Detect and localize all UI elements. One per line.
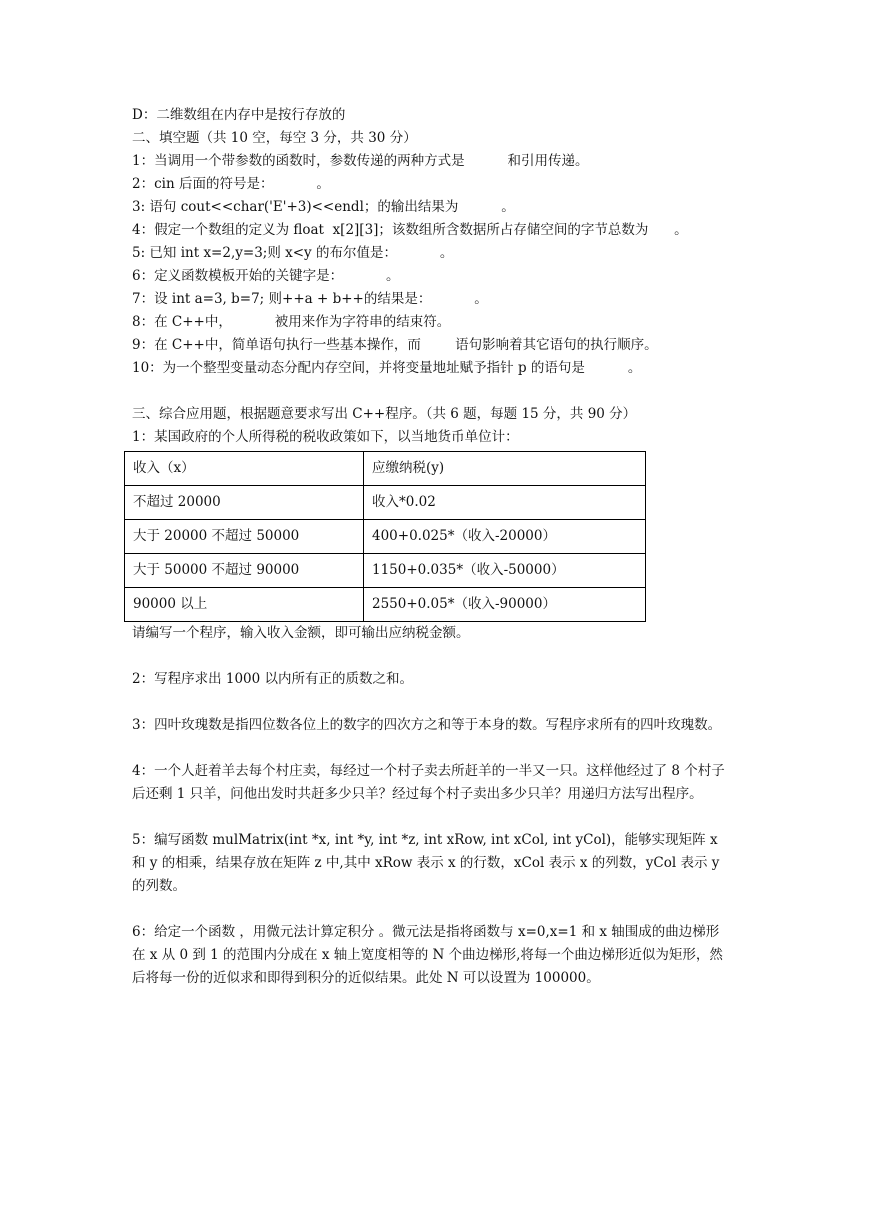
spacer: [132, 380, 732, 403]
table-cell: 2550+0.05*（收入-90000）: [364, 588, 646, 622]
spacer: [132, 691, 732, 714]
table-cell: 不超过 20000: [125, 486, 364, 520]
fill-blank-5: 5: 已知 int x=2,y=3;则 x<y 的布尔值是： 。: [132, 245, 454, 261]
section1-last-option: D：二维数组在内存中是按行存放的: [132, 107, 346, 123]
table-header-cell: 应缴纳税(y): [364, 452, 646, 486]
table-header-row: [125, 452, 646, 486]
question-6: 6：给定一个函数 ，用微元法计算定积分 。微元法是指将函数与 x=0,x=1 和 x 轴围成的曲边梯形在 x 从 0 到 1 的范围内分成在 x 轴上宽度相等的 N 个曲边梯形,将每一个曲边梯形近似为矩形，然后将每一份的近似求和即得到积分的近似结果。此处 N 可以设置为 100000。: [132, 924, 723, 986]
fill-blank-3: 3: 语句 cout<<char('E'+3)<<endl；的输出结果为 。: [132, 199, 515, 215]
question-5: 5：编写函数 mulMatrix(int *x, int *y, int *z, int xRow, int xCol, int yCol)，能够实现矩阵 x 和 y 的相乘，结果存放在矩阵 z 中,其中 xRow 表示 x 的行数，xCol 表示 x 的列数，yCol 表示 y 的列数。: [132, 832, 724, 894]
fill-blank-4: 4：假定一个数组的定义为 float x[2][3]；该数组所含数据所占存储空间的字节总数为 。: [132, 222, 688, 238]
table-cell: 400+0.025*（收入-20000）: [364, 520, 646, 554]
fill-blank-2: 2：cin 后面的符号是： 。: [132, 176, 330, 192]
table-cell: 收入*0.02: [364, 486, 646, 520]
section3-title: 三、综合应用题，根据题意要求写出 C++程序。（共 6 题，每题 15 分，共 90 分）: [132, 406, 637, 422]
table-row: [125, 520, 646, 554]
tax-table: [124, 451, 646, 622]
table-cell: 大于 50000 不超过 90000: [125, 554, 364, 588]
table-row: [125, 554, 646, 588]
fill-blank-8: 8：在 C++中， 被用来作为字符串的结束符。: [132, 314, 451, 330]
section2-title: 二、填空题（共 10 空，每空 3 分，共 30 分）: [132, 130, 417, 146]
question-1-outro: 请编写一个程序，输入收入金额，即可输出应纳税金额。: [132, 625, 470, 641]
question-4: 4：一个人赶着羊去每个村庄卖，每经过一个村子卖去所赶羊的一半又一只。这样他经过了 8 个村子后还剩 1 只羊，问他出发时共赶多少只羊？经过每个村子卖出多少只羊？用递归方法写出程序。: [132, 763, 725, 802]
table-row: [125, 486, 646, 520]
table-cell: 90000 以上: [125, 588, 364, 622]
fill-blank-7: 7：设 int a=3, b=7; 则++a + b++的结果是： 。: [132, 291, 488, 307]
fill-blank-1: 1：当调用一个带参数的函数时，参数传递的两种方式是 和引用传递。: [132, 153, 589, 169]
question-2: 2：写程序求出 1000 以内所有正的质数之和。: [132, 671, 414, 687]
fill-blank-9: 9：在 C++中，简单语句执行一些基本操作，而 语句影响着其它语句的执行顺序。: [132, 337, 658, 353]
spacer: [132, 806, 732, 829]
document-page: [132, 104, 732, 990]
fill-blank-6: 6：定义函数模板开始的关键字是： 。: [132, 268, 400, 284]
spacer: [132, 645, 732, 668]
table-cell: 1150+0.035*（收入-50000）: [364, 554, 646, 588]
table-row: [125, 588, 646, 622]
question-3: 3：四叶玫瑰数是指四位数各位上的数字的四次方之和等于本身的数。写程序求所有的四叶玫瑰数。: [132, 717, 722, 733]
table-cell: 大于 20000 不超过 50000: [125, 520, 364, 554]
table-header-cell: 收入（x）: [125, 452, 364, 486]
spacer: [132, 737, 732, 760]
spacer: [132, 898, 732, 921]
fill-blank-10: 10：为一个整型变量动态分配内存空间，并将变量地址赋予指针 p 的语句是 。: [132, 360, 642, 376]
question-1-intro: 1：某国政府的个人所得税的税收政策如下，以当地货币单位计：: [132, 429, 519, 445]
